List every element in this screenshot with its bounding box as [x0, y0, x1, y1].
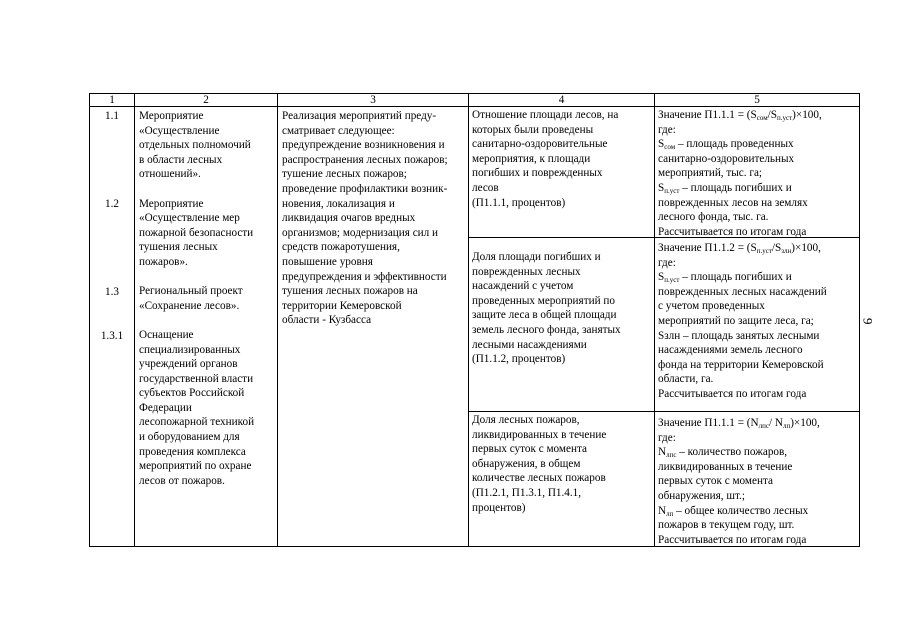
- text-line: обнаружения, шт.;: [658, 489, 745, 502]
- header-col-1: 1: [90, 94, 135, 107]
- event-block: [139, 284, 275, 313]
- text-line: Оснащение: [139, 328, 194, 341]
- formula-line: Значение $П1.1.1 = (N_{лпс}/$ $N_{лп})\times 100$,: [658, 417, 820, 430]
- text-line: поврежденных лесных: [472, 265, 581, 278]
- content-row: [90, 107, 860, 547]
- event-block: [139, 109, 275, 182]
- text-line: «Осуществление: [139, 124, 220, 137]
- text-line: тушения лесных пожаров на: [282, 285, 418, 298]
- text-line: защите леса в общей площади: [472, 309, 617, 322]
- text-line: Мероприятие: [139, 110, 204, 122]
- text-line: ликвидированных в течение: [472, 428, 607, 441]
- text-line: с учетом проведенных: [658, 300, 765, 313]
- text-line: процентов): [472, 501, 526, 514]
- indicators-cell: [469, 107, 655, 547]
- text-line: пожаров в текущем году, шт.: [658, 519, 795, 532]
- text-line: земель лесного фонда, занятых: [472, 323, 621, 336]
- event-block: [139, 328, 275, 489]
- text-line: организмов; модернизация сил и: [282, 226, 439, 239]
- event-block: [139, 197, 275, 270]
- events-cell: [135, 107, 278, 547]
- text-line: повышение уровня: [282, 255, 373, 268]
- text-line: Отношение площади лесов, на: [472, 109, 619, 121]
- item-number: 1.3: [105, 286, 119, 298]
- text-line: «Сохранение лесов».: [139, 299, 240, 312]
- definition-line: $S_{п.уст}$ – площадь погибших и: [658, 271, 792, 285]
- text-line: санитарно-оздоровительные: [472, 138, 608, 151]
- text-line: лесов: [472, 181, 499, 194]
- text-line: фонда на территории Кемеровской: [658, 358, 824, 371]
- text-line: распространения лесных пожаров;: [282, 153, 448, 166]
- text-line: Sзлн – площадь занятых лесными: [658, 329, 820, 342]
- formula-line: Значение $П1.1.2 = (S_{п.уст}/S_{злн})\times 100$,: [658, 242, 821, 255]
- text-line: которых были проведены: [472, 123, 594, 136]
- text-line: Региональный проект: [139, 285, 243, 298]
- text-line: тушения лесных: [139, 241, 218, 254]
- text-line: где:: [658, 431, 676, 444]
- text-line: проведение профилактики возник-: [282, 182, 448, 195]
- text-line: «Осуществление мер: [139, 212, 240, 225]
- text-line: Федерации: [139, 401, 192, 414]
- text-line: обнаружения, в общем: [472, 457, 581, 470]
- indicator-block: [469, 238, 654, 412]
- formula-line: Значение $П1.1.1 = (S_{сом}/S_{п.уст})\times 100$,: [658, 109, 822, 122]
- header-col-3: 3: [278, 94, 469, 107]
- text-line: области, га.: [658, 373, 714, 386]
- page-number: 9: [860, 318, 876, 325]
- indicator-block: [469, 107, 654, 238]
- text-line: территории Кемеровской: [282, 299, 402, 312]
- text-line: проведенных мероприятий по: [472, 294, 615, 307]
- text-line: предупреждение возникновения и: [282, 139, 445, 152]
- measures-table: [89, 93, 860, 547]
- text-line: первых суток с момента: [658, 475, 773, 488]
- indicator-block: [469, 412, 654, 541]
- text-line: насаждений с учетом: [472, 280, 574, 293]
- calculation-block: [655, 107, 859, 238]
- text-line: пожарной безопасности: [139, 226, 254, 239]
- text-line: лесов от пожаров.: [139, 474, 225, 487]
- text-line: проведения комплекса: [139, 445, 246, 458]
- text-line: где:: [658, 256, 676, 269]
- text-line: пожаров».: [139, 255, 188, 268]
- item-number: 1.2: [105, 198, 119, 210]
- text-line: Рассчитывается по итогам года: [658, 533, 807, 546]
- text-line: количестве лесных пожаров: [472, 472, 606, 485]
- text-line: в области лесных: [139, 153, 223, 166]
- definition-line: $N_{лпс}$ – количество пожаров,: [658, 446, 788, 460]
- text-line: Мероприятие: [139, 197, 204, 210]
- text-line: специализированных: [139, 343, 241, 356]
- text-line: сматривает следующее:: [282, 124, 395, 137]
- text-line: мероприятия, к площади: [472, 152, 591, 165]
- text-line: средств пожаротушения,: [282, 241, 400, 254]
- measures-description-cell: [278, 107, 469, 547]
- text-line: лесопожарной техникой: [139, 416, 255, 429]
- text-line: ликвидация очагов вредных: [282, 212, 416, 225]
- text-line: отношений».: [139, 168, 201, 181]
- header-col-4: 4: [469, 94, 655, 107]
- text-line: первых суток с момента: [472, 443, 587, 456]
- text-line: Доля лесных пожаров,: [472, 414, 580, 426]
- text-line: поврежденных лесных насаждений: [658, 285, 827, 298]
- text-line: государственной власти: [139, 372, 254, 385]
- text-line: тушение лесных пожаров;: [282, 168, 407, 181]
- text-line: субъектов Российской: [139, 387, 245, 400]
- text-line: Рассчитывается по итогам года: [658, 225, 807, 238]
- item-numbers-cell: [90, 107, 135, 547]
- text-line: мероприятий по охране: [139, 460, 252, 473]
- text-line: (П1.2.1, П1.3.1, П1.4.1,: [472, 486, 582, 499]
- text-line: лесными насаждениями: [472, 338, 587, 351]
- text-line: (П1.1.1, процентов): [472, 196, 566, 209]
- definition-line: $S_{п.уст}$ – площадь погибших и: [658, 181, 792, 195]
- text-line: лесного фонда, тыс. га.: [658, 211, 769, 224]
- item-number: 1.1: [105, 110, 119, 122]
- text-line: где:: [658, 123, 676, 136]
- text-line: (П1.1.2, процентов): [472, 353, 566, 366]
- text-line: отдельных полномочий: [139, 139, 251, 152]
- text-line: новения, локализация и: [282, 197, 395, 210]
- calculation-block: [655, 412, 859, 546]
- header-row: [90, 94, 860, 107]
- text-line: Доля площади погибших и: [472, 251, 601, 263]
- text-line: Реализация мероприятий преду-: [282, 110, 437, 122]
- text-line: поврежденных лесов на землях: [658, 196, 808, 209]
- definition-line: $N_{лп}$ – общее количество лесных: [658, 504, 809, 518]
- text-line: ликвидированных в течение: [658, 460, 793, 473]
- text-line: санитарно-оздоровительных: [658, 152, 795, 165]
- item-number: 1.3.1: [100, 330, 124, 342]
- text-line: мероприятий по защите леса, га;: [658, 314, 814, 327]
- calculation-block: [655, 238, 859, 412]
- text-line: Рассчитывается по итогам года: [658, 387, 807, 400]
- header-col-2: 2: [135, 94, 278, 107]
- text-line: области - Кузбасса: [282, 314, 372, 327]
- calculation-cell: [655, 107, 860, 547]
- text-line: мероприятий, тыс. га;: [658, 167, 763, 180]
- text-line: насаждениями земель лесного: [658, 344, 803, 357]
- text-line: погибших и поврежденных: [472, 167, 603, 180]
- definition-line: $S_{сом}$ – площадь проведенных: [658, 138, 794, 152]
- text-line: учреждений органов: [139, 358, 238, 371]
- header-col-5: 5: [655, 94, 860, 107]
- text-line: и оборудованием для: [139, 431, 240, 444]
- text-line: предупреждения и эффективности: [282, 270, 447, 283]
